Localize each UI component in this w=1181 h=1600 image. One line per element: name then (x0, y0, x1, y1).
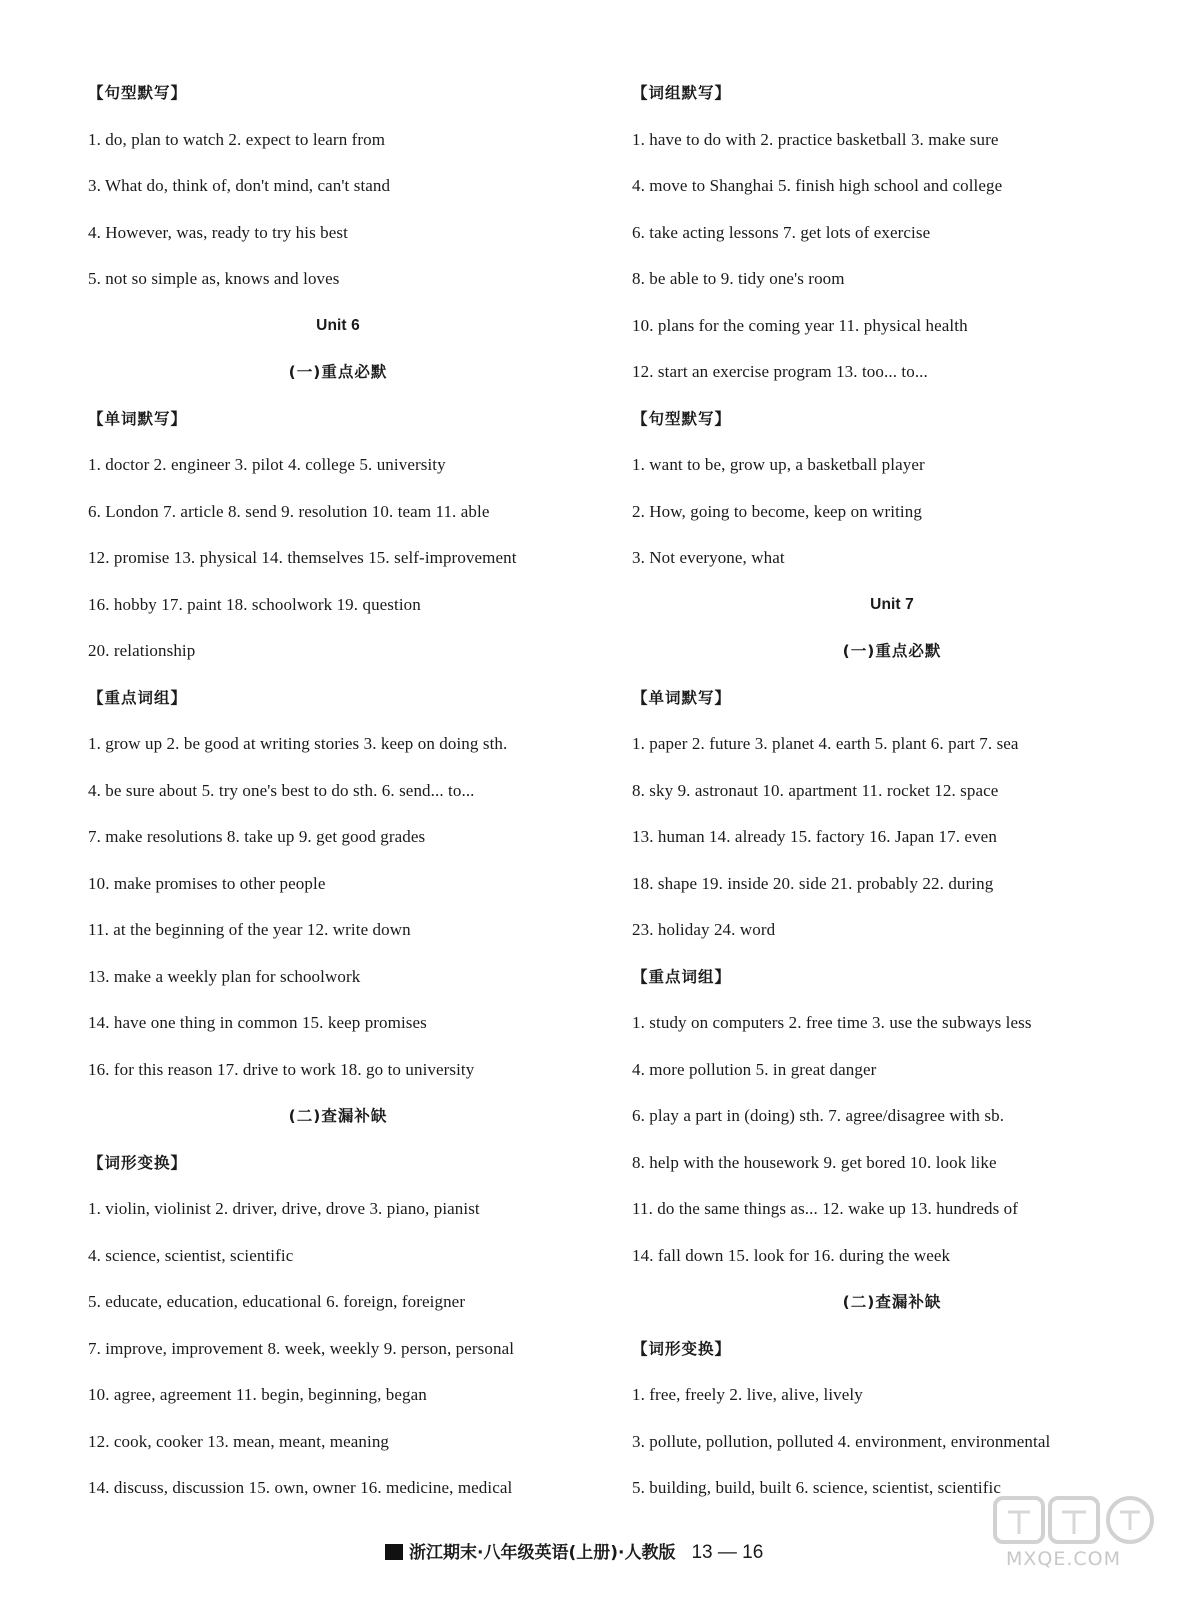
section-heading: 【词组默写】 (632, 84, 732, 102)
answer-line: 20. relationship (88, 641, 196, 660)
footer-label (385, 1538, 763, 1564)
answer-line: 16. hobby 17. paint 18. schoolwork 19. question (88, 594, 421, 614)
answer-line: 16. for this reason 17. drive to work 18. go to university (88, 1059, 475, 1079)
answer-line: 10. plans for the coming year 11. physical health (632, 315, 968, 335)
answer-line: 10. agree, agreement 11. begin, beginning, began (88, 1385, 427, 1404)
answer-line: 6. take acting lessons 7. get lots of exercise (632, 222, 931, 242)
answer-line: 3. pollute, pollution, polluted 4. environment, environmental (632, 1431, 1051, 1451)
answer-line: 6. play a part in (doing) sth. 7. agree/disagree with sb. (632, 1106, 1005, 1125)
answer-line: 8. be able to 9. tidy one's room (632, 269, 845, 288)
answer-line: 10. make promises to other people (88, 873, 326, 893)
unit-title: Unit 7 (870, 595, 914, 613)
answer-line: 1. want to be, grow up, a basketball player (632, 455, 925, 474)
answer-line: 7. make resolutions 8. take up 9. get good grades (88, 827, 426, 846)
section-heading: 【单词默写】 (88, 409, 188, 428)
answer-line: 11. do the same things as... 12. wake up 13. hundreds of (632, 1199, 1018, 1218)
answer-line: 1. paper 2. future 3. planet 4. earth 5. plant 6. part 7. sea (632, 734, 1019, 753)
answer-line: 2. How, going to become, keep on writing (632, 501, 922, 521)
unit-title: Unit 6 (316, 316, 360, 334)
answer-line: 3. What do, think of, don't mind, can't stand (88, 176, 391, 195)
section-heading: 【词形变换】 (632, 1339, 732, 1358)
answer-line: 13. make a weekly plan for schoolwork (88, 966, 361, 986)
answer-line: 14. have one thing in common 15. keep promises (88, 1013, 427, 1032)
watermark-text: MXQE.COM (1006, 1548, 1122, 1570)
answer-line: 4. science, scientist, scientific (88, 1245, 294, 1265)
answer-line: 12. cook, cooker 13. mean, meant, meaning (88, 1431, 390, 1451)
answer-line: 23. holiday 24. word (632, 920, 776, 939)
answer-line: 6. London 7. article 8. send 9. resolution 10. team 11. able (88, 501, 490, 521)
section-heading: 【单词默写】 (632, 688, 732, 707)
section-heading: 【句型默写】 (88, 84, 188, 102)
subsection-title: (二)查漏补缺 (288, 1107, 388, 1125)
answer-line: 1. do, plan to watch 2. expect to learn from (88, 129, 386, 149)
answer-line: 3. Not everyone, what (632, 548, 785, 567)
answer-line: 5. educate, education, educational 6. foreign, foreigner (88, 1292, 466, 1311)
right-column (632, 70, 1152, 1512)
answer-line: 4. more pollution 5. in great danger (632, 1059, 877, 1079)
answer-line: 18. shape 19. inside 20. side 21. probably 22. during (632, 873, 994, 893)
answer-line: 4. move to Shanghai 5. finish high school and college (632, 176, 1003, 195)
answer-line: 1. doctor 2. engineer 3. pilot 4. college 5. university (88, 455, 446, 474)
answer-line: 5. not so simple as, knows and loves (88, 269, 340, 288)
answer-line: 1. free, freely 2. live, alive, lively (632, 1385, 863, 1404)
answer-line: 1. violin, violinist 2. driver, drive, drove 3. piano, pianist (88, 1199, 480, 1218)
footer-square-icon (385, 1544, 403, 1560)
answer-line: 12. start an exercise program 13. too... to... (632, 362, 928, 381)
section-heading: 【重点词组】 (88, 688, 188, 707)
answer-line: 1. have to do with 2. practice basketball 3. make sure (632, 129, 999, 149)
answer-line: 11. at the beginning of the year 12. write down (88, 920, 411, 939)
answer-line: 12. promise 13. physical 14. themselves 15. self-improvement (88, 548, 517, 567)
subsection-title: (二)查漏补缺 (842, 1293, 942, 1311)
section-heading: 【重点词组】 (632, 967, 732, 986)
answer-line: 4. be sure about 5. try one's best to do sth. 6. send... to... (88, 780, 475, 800)
left-column (88, 70, 588, 1512)
answer-line: 1. study on computers 2. free time 3. use the subways less (632, 1013, 1032, 1032)
subsection-title: (一)重点必默 (288, 363, 388, 381)
answer-line: 8. help with the housework 9. get bored 10. look like (632, 1152, 997, 1172)
section-heading: 【句型默写】 (632, 409, 732, 428)
answer-line: 7. improve, improvement 8. week, weekly 9. person, personal (88, 1338, 515, 1358)
answer-line: 13. human 14. already 15. factory 16. Japan 17. even (632, 827, 997, 846)
answer-line: 5. building, build, built 6. science, scientist, scientific (632, 1478, 1001, 1497)
watermark-logo-icon (990, 1490, 1160, 1550)
answer-line: 14. fall down 15. look for 16. during the week (632, 1245, 951, 1265)
answer-line: 14. discuss, discussion 15. own, owner 16. medicine, medical (88, 1478, 513, 1497)
answer-line: 1. grow up 2. be good at writing stories 3. keep on doing sth. (88, 734, 508, 753)
subsection-title: (一)重点必默 (842, 642, 942, 660)
answer-line: 4. However, was, ready to try his best (88, 222, 348, 242)
watermark (990, 1490, 1160, 1580)
footer-page-numbers: 13 — 16 (691, 1542, 764, 1563)
answer-line: 8. sky 9. astronaut 10. apartment 11. rocket 12. space (632, 780, 999, 800)
footer-title: 浙江期末·八年级英语(上册)·人教版 (409, 1543, 676, 1563)
section-heading: 【词形变换】 (88, 1153, 188, 1172)
